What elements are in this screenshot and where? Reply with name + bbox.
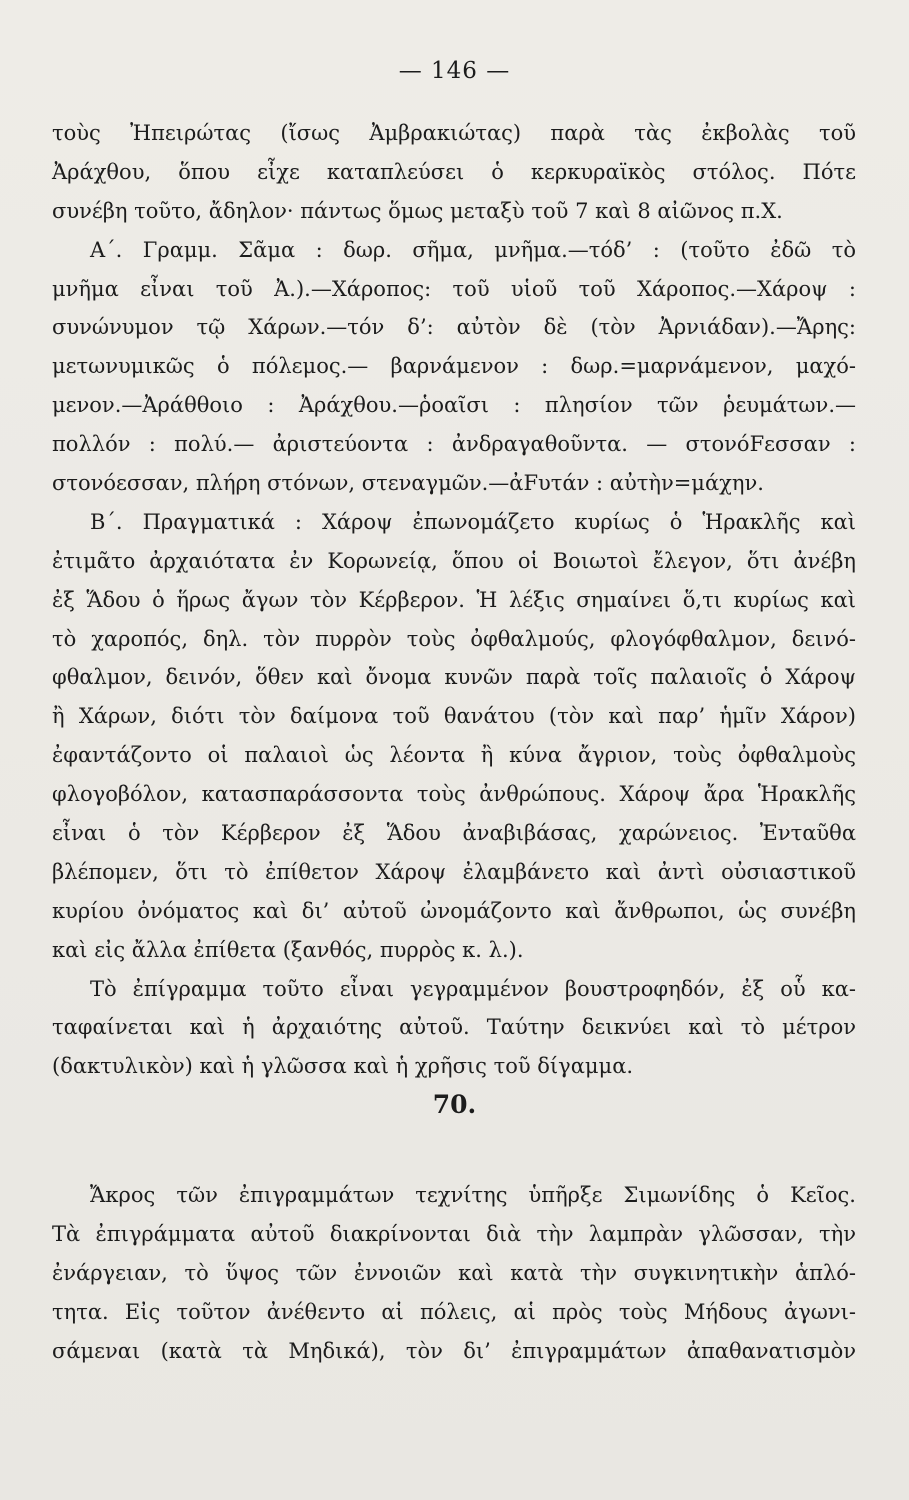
text-line: Ἄκρος τῶν ἐπιγραμμάτων τεχνίτης ὑπῆρξε Σιμωνίδης ὁ Κεῖος.: [90, 1183, 856, 1207]
text-line: Α΄. Γραμμ. Σᾶμα : δωρ. σῆμα, μνῆμα.—τόδ’ : (τοῦτο ἐδῶ τὸ: [90, 237, 856, 262]
text-line: καὶ εἰς ἄλλα ἐπίθετα (ξανθός, πυρρὸς κ. λ.).: [52, 937, 524, 962]
text-line: κυρίου ὀνόματος καὶ δι’ αὐτοῦ ὠνομάζοντο καὶ ἄνθρωποι, ὡς συνέβη: [52, 898, 856, 923]
text-line: ἐφαντάζοντο οἱ παλαιοὶ ὡς λέοντα ἢ κύνα ἄγριον, τοὺς ὀφθαλμοὺς: [52, 743, 856, 768]
text-line: συνέβη τοῦτο, ἄδηλον· πάντως ὅμως μεταξὺ τοῦ 7 καὶ 8 αἰῶνος π.Χ.: [52, 198, 783, 223]
text-line: ἐνάργειαν, τὸ ὕψος τῶν ἐννοιῶν καὶ κατὰ τὴν συγκινητικὴν ἁπλό-: [52, 1260, 856, 1285]
text-line: μετωνυμικῶς ὁ πόλεμος.— βαρνάμενον : δωρ.=μαρνάμενον, μαχό-: [52, 354, 856, 379]
page-number: — 146 —: [398, 58, 511, 84]
text-line: μενον.—Ἀράθθοιο : Ἀράχθου.—ῥοαῖσι : πλησίον τῶν ῥευμάτων.—: [52, 393, 856, 418]
text-line: εἶναι ὁ τὸν Κέρβερον ἐξ Ἅδου ἀναβιβάσας, χαρώνειος. Ἐνταῦθα: [52, 821, 856, 846]
text-line: στονόεσσαν, πλήρη στόνων, στεναγμῶν.—ἀFυτάν : αὐτὴν=μάχην.: [52, 471, 764, 496]
text-line: τοὺς Ἠπειρώτας (ἴσως Ἀμβρακιώτας) παρὰ τὰς ἐκβολὰς τοῦ: [52, 121, 856, 145]
text-line: μνῆμα εἶναι τοῦ Ἀ.).—Χάροπος: τοῦ υἱοῦ τοῦ Χάροπος.—Χάροψ :: [52, 276, 856, 301]
text-line: τὸ χαροπός, δηλ. τὸν πυρρὸν τοὺς ὀφθαλμούς, φλογόφθαλμον, δεινό-: [52, 626, 856, 651]
text-line: φθαλμον, δεινόν, ὅθεν καὶ ὄνομα κυνῶν παρὰ τοῖς παλαιοῖς ὁ Χάροψ: [52, 665, 856, 690]
text-line: Τὸ ἐπίγραμμα τοῦτο εἶναι γεγραμμένον βουστροφηδόν, ἐξ οὗ κα-: [90, 976, 856, 1001]
text-line: σάμεναι (κατὰ τὰ Μηδικά), τὸν δι’ ἐπιγραμμάτων ἀπαθανατισμὸν: [52, 1338, 856, 1363]
text-line: ἐτιμᾶτο ἀρχαιότατα ἐν Κορωνείᾳ, ὅπου οἱ Βοιωτοὶ ἔλεγον, ὅτι ἀνέβη: [52, 548, 856, 573]
commentary-text: [52, 114, 856, 1086]
text-line: Ἀράχθου, ὅπου εἶχε καταπλεύσει ὁ κερκυραϊκὸς στόλος. Πότε: [52, 159, 856, 184]
text-line: βλέπομεν, ὅτι τὸ ἐπίθετον Χάροψ ἐλαμβάνετο καὶ ἀντὶ οὐσιαστικοῦ: [52, 859, 856, 884]
section-text: [52, 1176, 856, 1370]
text-line: Τὰ ἐπιγράμματα αὐτοῦ διακρίνονται διὰ τὴν λαμπρὰν γλῶσσαν, τὴν: [52, 1221, 856, 1246]
text-line: συνώνυμον τῷ Χάρων.—τόν δ’: αὐτὸν δὲ (τὸν Ἀρνιάδαν).—Ἄρης:: [52, 315, 856, 340]
text-line: Β΄. Πραγματικά : Χάροψ ἐπωνομάζετο κυρίως ὁ Ἡρακλῆς καὶ: [90, 509, 856, 534]
text-line: ἐξ Ἅδου ὁ ἥρως ἄγων τὸν Κέρβερον. Ἡ λέξις σημαίνει ὅ,τι κυρίως καὶ: [52, 587, 856, 612]
text-line: φλογοβόλον, κατασπαράσσοντα τοὺς ἀνθρώπους. Χάροψ ἄρα Ἡρακλῆς: [52, 782, 856, 807]
text-line: ταφαίνεται καὶ ἡ ἀρχαιότης αὐτοῦ. Ταύτην δεικνύει καὶ τὸ μέτρον: [52, 1015, 856, 1040]
text-line: (δακτυλικὸν) καὶ ἡ γλῶσσα καὶ ἡ χρῆσις τοῦ δίγαμμα.: [52, 1054, 634, 1079]
text-line: πολλόν : πολύ.— ἀριστεύοντα : ἀνδραγαθοῦντα. — στονόFεσσαν :: [52, 432, 856, 457]
text-line: τητα. Εἰς τοῦτον ἀνέθεντο αἱ πόλεις, αἱ πρὸς τοὺς Μήδους ἀγωνι-: [52, 1299, 856, 1324]
text-line: ἢ Χάρων, διότι τὸν δαίμονα τοῦ θανάτου (τὸν καὶ παρ’ ἡμῖν Χάρον): [52, 704, 856, 729]
section-heading: 70.: [432, 1090, 477, 1119]
